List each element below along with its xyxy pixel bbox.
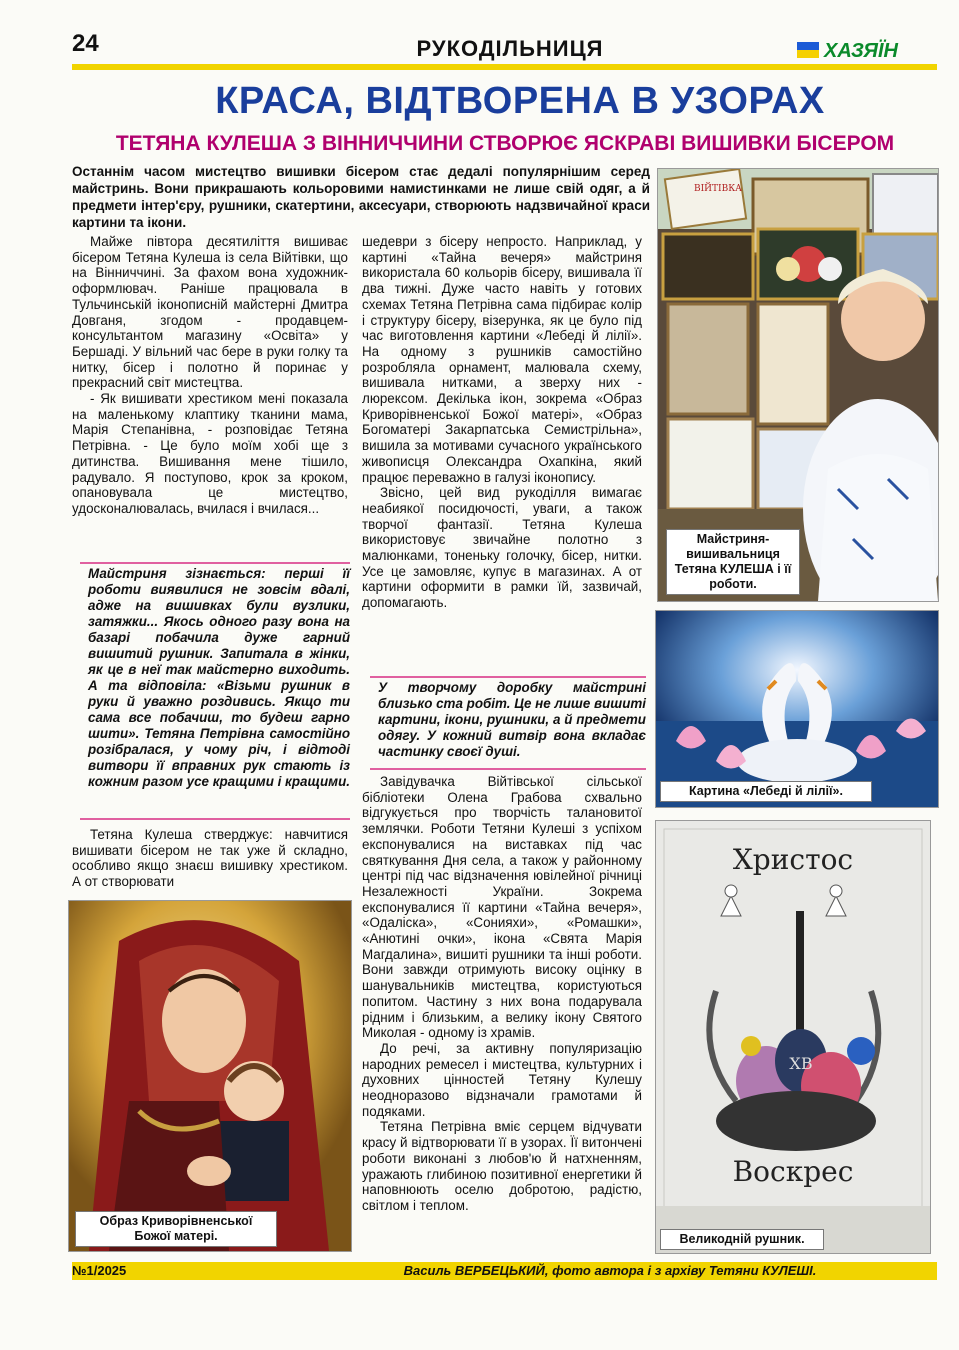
photo-caption: Майстриня-вишивальниця Тетяна КУЛЕША і її роботи. bbox=[666, 529, 800, 595]
pull-quote: У творчому доробку майстрині близько ста робіт. Це не лише вишиті картини, ікони, рушники, а й предмети одягу. У кожний витвір вона вкладає частинку своєї душі. bbox=[378, 680, 646, 759]
photo-caption: Картина «Лебеді й лілії». bbox=[660, 781, 872, 802]
page-number: 24 bbox=[72, 30, 99, 57]
paragraph: шедеври з бісеру непросто. Наприклад, у картині «Тайна вечеря» майстриня використала 60 кольорів бісеру, вишивала її два тижні. Дуже часто навіть у готових схемах Тетяна Петрівна сама підбирає колір і структуру бісеру, візерунка, як це було під час виготовлення картини «Лебеді й лілії». На одному з рушників самостійно розробляла орнамент, малювала схему, вишивала нитками, а зверху них - люрексом. Декілька ікон, зокрема «Образ Криворівненської Божої матері», «Образ Богоматері Закарпатська Семистрільна», вишила за мотивами сучасного українського живописця Олександра Охапкіна, який працює переважно в галузі іконопису. bbox=[362, 234, 642, 485]
photo-master-with-works bbox=[657, 168, 939, 602]
photo-caption: Образ Криворівненської Божої матері. bbox=[75, 1211, 277, 1247]
section-title: РУКОДІЛЬНИЦЯ bbox=[416, 36, 604, 61]
photo-credit bbox=[290, 1263, 930, 1278]
pull-quote: Майстриня зізнається: перші її роботи виявилися не зовсім вдалі, адже на вишивках були вузлики, затяжки... Якось одного разу вона на базарі побачила дуже гарний вишитий рушник. Запитала в жінки, як це в неї так майстерно виходить. А та відповіла: «Візьми рушник в руки й уважно роздивись. Якщо ти сама все побачиш, то будеш гарно шити». Тетяна Петрівна самостійно розібралася, у чому річ, і відтоді витвори її вправних рук стають із кожним разом усе кращими і кращими. bbox=[88, 566, 350, 789]
paragraph: Тетяна Кулеша стверджує: навчитися вишивати бісером не так уже й складно, особливо якщо знаєш вишивку хрестиком. А от створювати bbox=[72, 827, 348, 890]
easter-towel-image bbox=[656, 821, 930, 1253]
photo-swans-lilies bbox=[655, 610, 939, 808]
photo-easter-towel bbox=[655, 820, 931, 1254]
credit-prefix: Василь bbox=[403, 1263, 455, 1278]
towel-top-text: Христос bbox=[732, 843, 854, 876]
photo-icon-mother-of-god bbox=[68, 900, 352, 1252]
quote-rule bbox=[80, 818, 350, 820]
headline: КРАСА, ВІДТВОРЕНА В УЗОРАХ bbox=[215, 80, 825, 122]
column-2-top bbox=[362, 234, 642, 611]
header-divider bbox=[72, 64, 937, 70]
ukraine-flag-icon bbox=[797, 42, 819, 58]
subheadline: ТЕТЯНА КУЛЕША З ВІННИЧЧИНИ СТВОРЮЄ ЯСКРАВІ ВИШИВКИ БІСЕРОМ bbox=[115, 132, 895, 155]
publication-logo: ХАЗЯЇН bbox=[824, 40, 898, 62]
quote-rule bbox=[370, 768, 646, 770]
quote-rule bbox=[80, 562, 350, 564]
credit-author: ВЕРБЕЦЬКИЙ bbox=[454, 1263, 545, 1278]
credit-mid: , фото автора і з архіву Тетяни bbox=[544, 1263, 763, 1278]
icon-image bbox=[69, 901, 351, 1251]
credit-subject: КУЛЕШІ. bbox=[762, 1263, 817, 1278]
column-1-bottom bbox=[72, 827, 348, 890]
column-1-top bbox=[72, 234, 348, 517]
paragraph: Звісно, цей вид рукоділля вимагає неабиякої посидючості, уваги, а також творчої фантазії. Тетяна Кулеша використовує звичайне полотно з малюнками, тоненьку голочку, бісер, нитки. Усе це замовляє, купує в магазинах. А от картини оформити в рамки їй, зазвичай, допомагають. bbox=[362, 485, 642, 611]
swans-image bbox=[656, 611, 938, 807]
paragraph: Завідувачка Війтівської сільської бібліотеки Олена Грабова схвально відгукується про творчість талановитої землячки. Роботи Тетяни Кулеші з успіхом експонувалися на виставках під час святкування Дня села, а також у районному центрі під час відзначення ювілейної річниці Незалежності України. Зокрема експонувалися її картини «Тайна вечеря», «Одаліска», «Сонияхи», «Ромашки», «Анютині очки», ікона «Свята Марія Магдалина», вишиті рушники та інші роботи. Вони завжди отримують високу оцінку в шанувальників мистецтва, користуються попитом. Частину з них вона подарувала рідним і близьким, а велику ікону Святого Миколая - одному із храмів. bbox=[362, 774, 642, 1041]
photo-caption: Великодній рушник. bbox=[660, 1229, 824, 1250]
paragraph: Тетяна Петрівна вміє серцем відчувати красу й відтворювати її в узорах. Її витончені роботи виконані з любов'ю й натхненням, уражають глибиною позитивної енергетики й наповнюють оселю добротою, радістю, світлом і теплом. bbox=[362, 1119, 642, 1213]
paragraph: - Як вишивати хрестиком мені показала на маленькому клаптику тканини мама, Марія Степанівна, - розповідає Тетяна Петрівна. - Це було моїм хобі ще з дитинства. Вишивання мене тішило, радувало. Я поступово, крок за кроком, опановувала це мистецтво, удосконалювалась, вчилася і вчилася... bbox=[72, 391, 348, 516]
lead-paragraph: Останнім часом мистецтво вишивки бісером стає дедалі популярнішим серед майстринь. Вони прикрашають кольоровими намистинками не лише свій одяг, а й предмети інтер'єру, рушники, скатертини, аксесуари, створюють надзвичайної краси картини та ікони. bbox=[72, 164, 650, 230]
issue-number: №1/2025 bbox=[72, 1263, 127, 1278]
paragraph: Майже півтора десятиліття вишиває бісером Тетяна Кулеша із села Війтівки, що на Вінниччині. За фахом вона художник-оформлювач. Раніше працювала в Тульчинській іконописній майстерні Дмитра Довганя, згодом - продавцем-консультантом магазину «Освіта» у Бершаді. У вільний час бере в руки голку та нитку, бісер і полотно й поринає у прекрасний світ мистецтва. bbox=[72, 234, 348, 391]
egg-text: ХВ bbox=[789, 1054, 813, 1073]
column-2-bottom bbox=[362, 774, 642, 1214]
sign-text: ВІЙТІВКА bbox=[694, 184, 742, 194]
towel-bottom-text: Воскрес bbox=[732, 1155, 854, 1188]
paragraph: До речі, за активну популяризацію народних ремесел і мистецтва, культурних і духовних цінностей Тетяну Кулешу неодноразово відзначали грамотами й подяками. bbox=[362, 1040, 642, 1119]
quote-rule bbox=[370, 676, 646, 678]
